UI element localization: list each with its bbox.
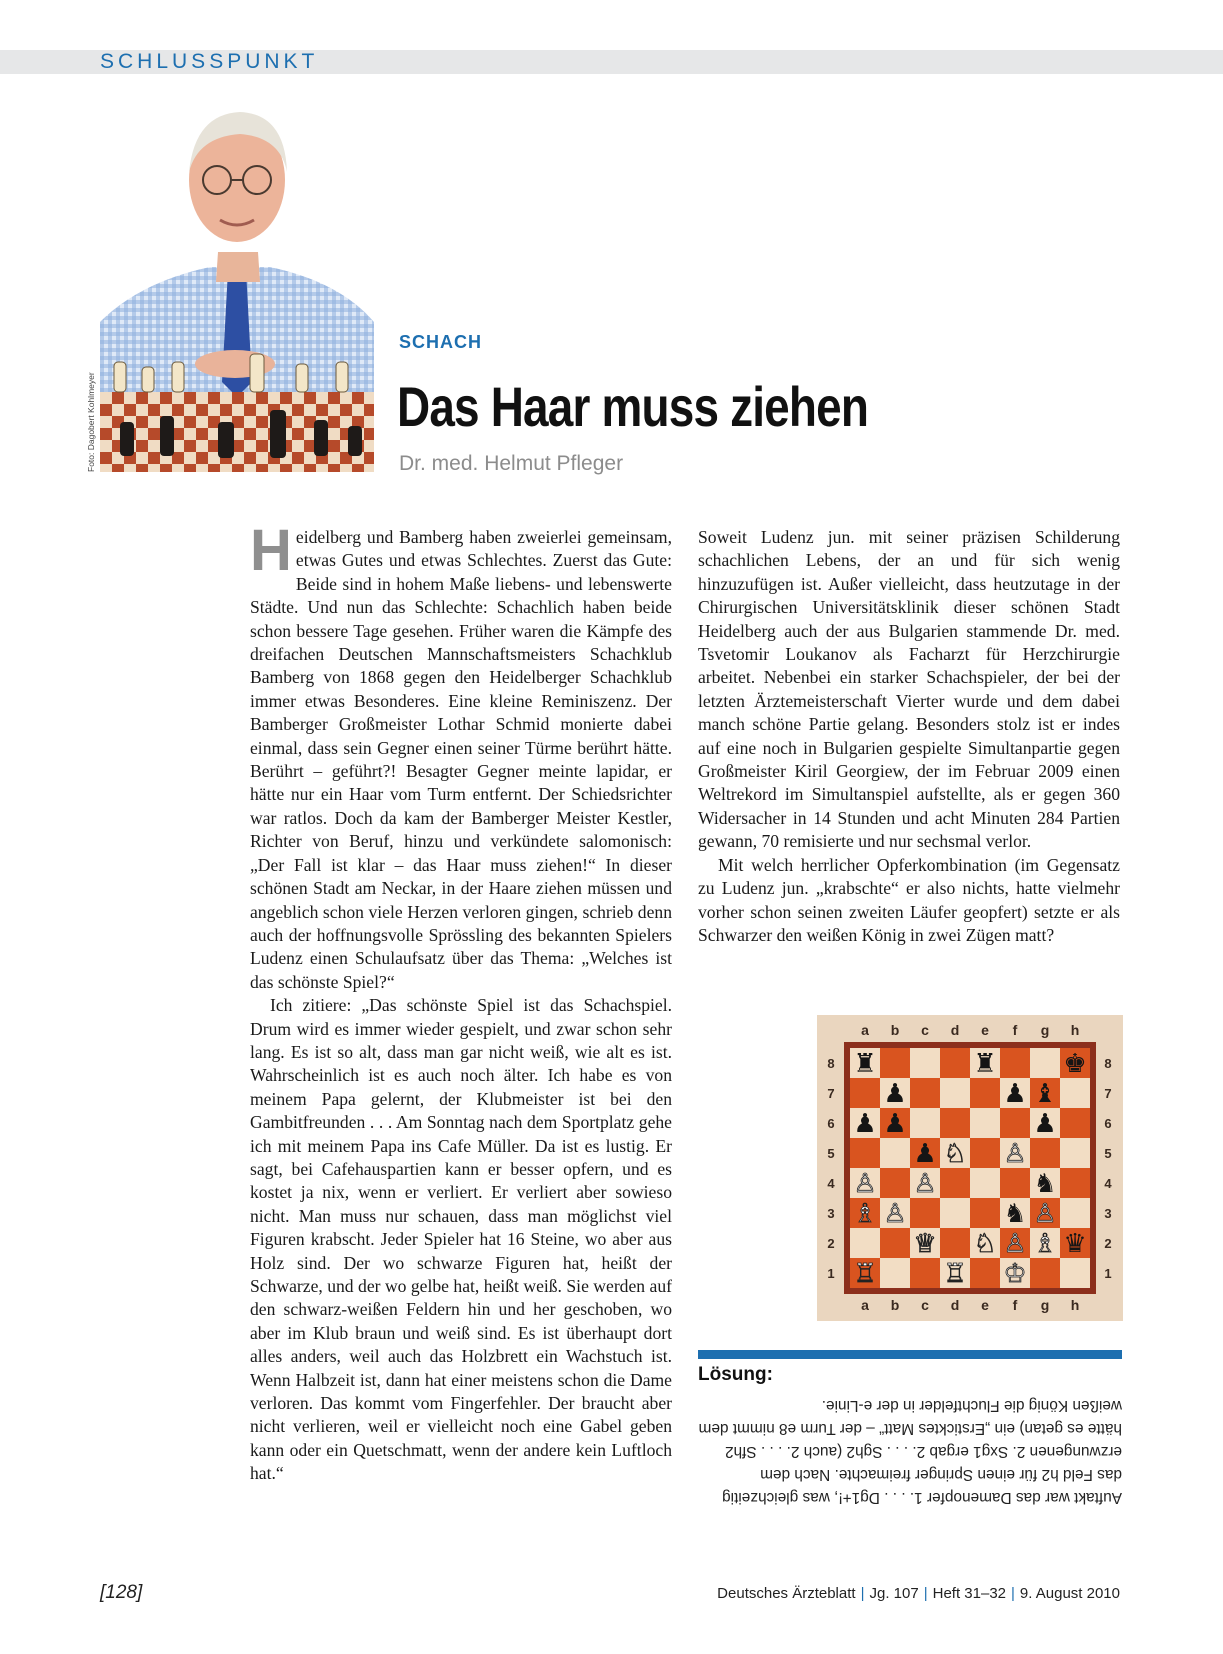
- board-square: [1000, 1168, 1030, 1198]
- board-square: [1060, 1138, 1090, 1168]
- chess-piece-a1: ♖: [853, 1259, 877, 1289]
- file-label: h: [1070, 1022, 1080, 1038]
- file-label: c: [921, 1297, 929, 1313]
- board-square: [1060, 1168, 1090, 1198]
- file-label: d: [950, 1297, 960, 1313]
- board-square: [1030, 1048, 1060, 1078]
- board-square: [1060, 1198, 1090, 1228]
- rank-label: 4: [1104, 1176, 1112, 1191]
- rank-label: 7: [1104, 1086, 1112, 1101]
- article-column-left: [250, 518, 672, 1486]
- footer-citation: [717, 1585, 1120, 1602]
- chess-piece-g3: ♙: [1033, 1199, 1057, 1229]
- page-number: [128]: [100, 1582, 143, 1603]
- chess-piece-b6: ♟: [883, 1109, 907, 1139]
- journal-issue: Heft 31–32: [932, 1585, 1006, 1602]
- board-square: [880, 1228, 910, 1258]
- chess-piece-f5: ♙: [1003, 1139, 1027, 1169]
- chess-piece-h8: ♚: [1063, 1049, 1087, 1079]
- chess-piece-a4: ♙: [853, 1169, 877, 1199]
- article-author: Dr. med. Helmut Pfleger: [399, 452, 624, 475]
- board-square: [880, 1168, 910, 1198]
- file-label: a: [861, 1297, 869, 1313]
- rank-label: 8: [827, 1056, 835, 1071]
- author-photo: [100, 92, 374, 472]
- board-square: [940, 1078, 970, 1108]
- board-square: [880, 1258, 910, 1288]
- board-square: [1060, 1078, 1090, 1108]
- chess-piece-f7: ♟: [1003, 1079, 1027, 1109]
- board-square: [970, 1258, 1000, 1288]
- board-square: [1000, 1048, 1030, 1078]
- section-label: SCHLUSSPUNKT: [100, 50, 319, 73]
- file-label: e: [981, 1297, 989, 1313]
- rank-label: 3: [1104, 1206, 1112, 1221]
- chess-piece-f3: ♞: [1003, 1199, 1027, 1229]
- file-label: g: [1040, 1297, 1050, 1313]
- photo-credit: Foto: Dagobert Kohlmeyer: [86, 372, 96, 472]
- chess-piece-e2: ♘: [973, 1229, 997, 1259]
- rank-label: 2: [827, 1236, 835, 1251]
- chess-piece-a3: ♗: [853, 1199, 877, 1229]
- board-square: [940, 1108, 970, 1138]
- footer-separator: |: [1011, 1585, 1015, 1602]
- board-square: [970, 1138, 1000, 1168]
- board-square: [1060, 1108, 1090, 1138]
- file-label: d: [950, 1022, 960, 1038]
- rank-label: 1: [1104, 1266, 1112, 1281]
- board-square: [940, 1048, 970, 1078]
- rank-label: 4: [827, 1176, 835, 1191]
- chess-piece-a8: ♜: [853, 1049, 877, 1079]
- chess-piece-e8: ♜: [973, 1049, 997, 1079]
- file-label: f: [1012, 1297, 1018, 1313]
- chess-piece-c2: ♕: [913, 1229, 937, 1259]
- chess-board: [817, 1015, 1123, 1321]
- rank-label: 5: [1104, 1146, 1112, 1161]
- file-label: f: [1012, 1022, 1018, 1038]
- file-label: b: [890, 1022, 900, 1038]
- board-square: [970, 1108, 1000, 1138]
- board-square: [910, 1198, 940, 1228]
- rank-label: 3: [827, 1206, 835, 1221]
- article-paragraph: Ich zitiere: „Das schönste Spiel ist das Schachspiel. Drum wird es immer wieder gespielt, und zwar schon sehr lang. Es ist so alt, dass man gar nicht weiß, wie alt es ist. Wahrscheinlich ist es auch noch älter. Ich habe es von meinem Papa gelernt, der Klubmeister ist bei den Gambitfreunden . . . Am Sonntag nach dem Sportplatz gehe ich mit meinem Papa ins Cafe Müller. Da ist es lustig. Er sagt, bei Cafehauspartien kann er besser opfern, und es kostet ja nix, wenn er verliert. Er verliert aber sowieso nicht. Man muss nur schauen, dass man möglichst viel Figuren krabscht. Jeder Spieler hat 16 Steine, wo aber aus Holz sind. Der wo schwarze Figuren hat, heißt der Schwarze, und der wo gelbe hat, heißt weiß. Sie werden auf den schwarz-weißen Feldern hin und her geschoben, wo aber im Klub braun und weiß sind. Es ist überhaupt dort alles anders, weil auch das Holzbrett ein Wachstuch ist. Wenn Halbzeit ist, dann hat einer meistens schon die Dame verloren. Das kommt vom Fingerfehler. Der braucht aber nicht verlieren, weil er vielleicht noch eine Gabel geben kann oder ein Quetschmatt, wenn der andere kein Luftloch hat.“: [250, 995, 672, 1484]
- article-column-right: [698, 526, 1120, 947]
- rank-label: 2: [1104, 1236, 1112, 1251]
- file-label: g: [1040, 1022, 1050, 1038]
- rank-label: 8: [1104, 1056, 1112, 1071]
- article-paragraph: [250, 518, 672, 994]
- board-square: [1030, 1258, 1060, 1288]
- file-label: a: [861, 1022, 869, 1038]
- chess-piece-g4: ♞: [1033, 1169, 1057, 1199]
- chess-piece-g6: ♟: [1033, 1109, 1057, 1139]
- chess-piece-g2: ♗: [1033, 1229, 1057, 1259]
- board-square: [970, 1168, 1000, 1198]
- chess-piece-f2: ♙: [1003, 1229, 1027, 1259]
- footer-separator: |: [860, 1585, 865, 1602]
- chess-piece-c4: ♙: [913, 1169, 937, 1199]
- article-headline: Das Haar muss ziehen: [397, 375, 869, 438]
- board-square: [910, 1258, 940, 1288]
- chess-piece-c5: ♟: [913, 1139, 937, 1169]
- solution-divider: [698, 1350, 1122, 1359]
- board-square: [970, 1198, 1000, 1228]
- chess-piece-b3: ♙: [883, 1199, 907, 1229]
- chess-piece-a6: ♟: [853, 1109, 877, 1139]
- article-paragraph-text: eidelberg und Bamberg haben zweierlei gemeinsam, etwas Gutes und etwas Schlechtes. Zuerst das Gute: Beide sind in hohem Maße liebens- und lebenswerte Städte. Und nun das Schlechte: Schachlich haben beide schon bessere Tage gesehen. Früher waren die Kämpfe des dreifachen Deutschen Mannschaftsmeisters Schachklub Bamberg von 1868 gegen den Heidelberger Schachklub immer etwas Besonderes. Eine kleine Reminiszenz. Der Bamberger Großmeister Lothar Schmid monierte dabei einmal, dass sein Gegner einen seiner Türme berührt hätte. Berührt – geführt?! Besagter Gegner meinte lapidar, er hätte nur ein Haar vom Turm entfernt. Der Schiedsrichter war ratlos. Doch da kam der Bamberger Meister Kestler, Richter von Beruf, hinzu und verkündete salomonisch: „Der Fall ist klar – das Haar muss ziehen!“ In dieser schönen Stadt am Neckar, in der Haare ziehen müssen und angeblich schon viele Herzen verloren gingen, schrieb denn auch der hoffnungsvolle Sprössling des bekannten Spielers Ludenz einen Schulaufsatz über das Thema: „Welches ist das schönste Spiel?“: [250, 527, 672, 992]
- board-square: [970, 1078, 1000, 1108]
- rank-label: 6: [1104, 1116, 1112, 1131]
- journal-date: 9. August 2010: [1019, 1585, 1120, 1602]
- solution-text-upside-down: Auftakt war das Damenopfer 1. . . . Dg1+!, was gleichzeitig das Feld h2 für einen Springer freimachte. Nach dem erzwungenen 2. Sxg1 ergab 2. . . . Sgh2 (auch 2. . . . Sfh2 hätte es getan) ein „Ersticktes Matt“ – der Turm e8 nimmt dem weißen König die Fluchtfelder in der e-Linie.: [698, 1397, 1122, 1506]
- drop-cap: H: [250, 518, 292, 583]
- file-label: e: [981, 1022, 989, 1038]
- chess-piece-h2: ♛: [1063, 1229, 1087, 1259]
- board-square: [910, 1048, 940, 1078]
- chess-piece-d1: ♖: [943, 1259, 967, 1289]
- journal-name: Deutsches Ärzteblatt: [717, 1585, 856, 1602]
- file-label: b: [890, 1297, 900, 1313]
- board-square: [940, 1198, 970, 1228]
- file-label: h: [1070, 1297, 1080, 1313]
- journal-volume: Jg. 107: [869, 1585, 919, 1602]
- article-paragraph: Mit welch herrlicher Opferkombination (im Gegensatz zu Ludenz jun. „krabschte“ er also nichts, hatte vielmehr vorher schon seinen zweiten Läufer geopfert) setzte er als Schwarzer den weißen König in zwei Zügen matt?: [698, 854, 1120, 945]
- chess-piece-b7: ♟: [883, 1079, 907, 1109]
- board-square: [940, 1168, 970, 1198]
- rank-label: 6: [827, 1116, 835, 1131]
- chess-piece-g7: ♝: [1033, 1079, 1057, 1109]
- board-square: [910, 1078, 940, 1108]
- board-square: [850, 1138, 880, 1168]
- rank-label: 7: [827, 1086, 835, 1101]
- article-paragraph: Soweit Ludenz jun. mit seiner präzisen Schilderung schachlichen Lebens, der an und für sich wenig hinzuzufügen ist. Außer vielleicht, dass heutzutage in der Chirurgischen Universitätsklinik dieser schönen Stadt Heidelberg auch der aus Bulgarien stammende Dr. med. Tsvetomir Loukanov als Facharzt für Herzchirurgie arbeitet. Nebenbei ein starker Schachspieler, der bei der letzten Ärztemeisterschaft Vierter wurde und dem dabei manch schöne Partie gelang. Besonders stolz ist er indes auf eine noch in Bulgarien gespielte Simultanpartie gegen Großmeister Kiril Georgiew, der im Februar 2009 einen Weltrekord im Simultanspiel aufstellte, als er gegen 360 Widersacher in 14 Stunden und acht Minuten 284 Partien gewann, 70 remisierte und nur sechsmal verlor.: [698, 527, 1120, 852]
- board-square: [1060, 1258, 1090, 1288]
- solution-heading: Lösung:: [698, 1364, 773, 1385]
- board-square: [850, 1078, 880, 1108]
- board-square: [1030, 1138, 1060, 1168]
- file-label: c: [921, 1022, 929, 1038]
- rank-label: 1: [827, 1266, 835, 1281]
- chess-piece-d5: ♘: [943, 1139, 967, 1169]
- board-square: [1000, 1108, 1030, 1138]
- footer-separator: |: [923, 1585, 928, 1602]
- board-square: [940, 1228, 970, 1258]
- chess-diagram: [817, 1015, 1123, 1321]
- board-square: [910, 1108, 940, 1138]
- chess-piece-f1: ♔: [1003, 1259, 1027, 1289]
- board-square: [880, 1048, 910, 1078]
- rank-label: 5: [827, 1146, 835, 1161]
- article-kicker: SCHACH: [399, 332, 483, 352]
- board-square: [880, 1138, 910, 1168]
- board-square: [850, 1228, 880, 1258]
